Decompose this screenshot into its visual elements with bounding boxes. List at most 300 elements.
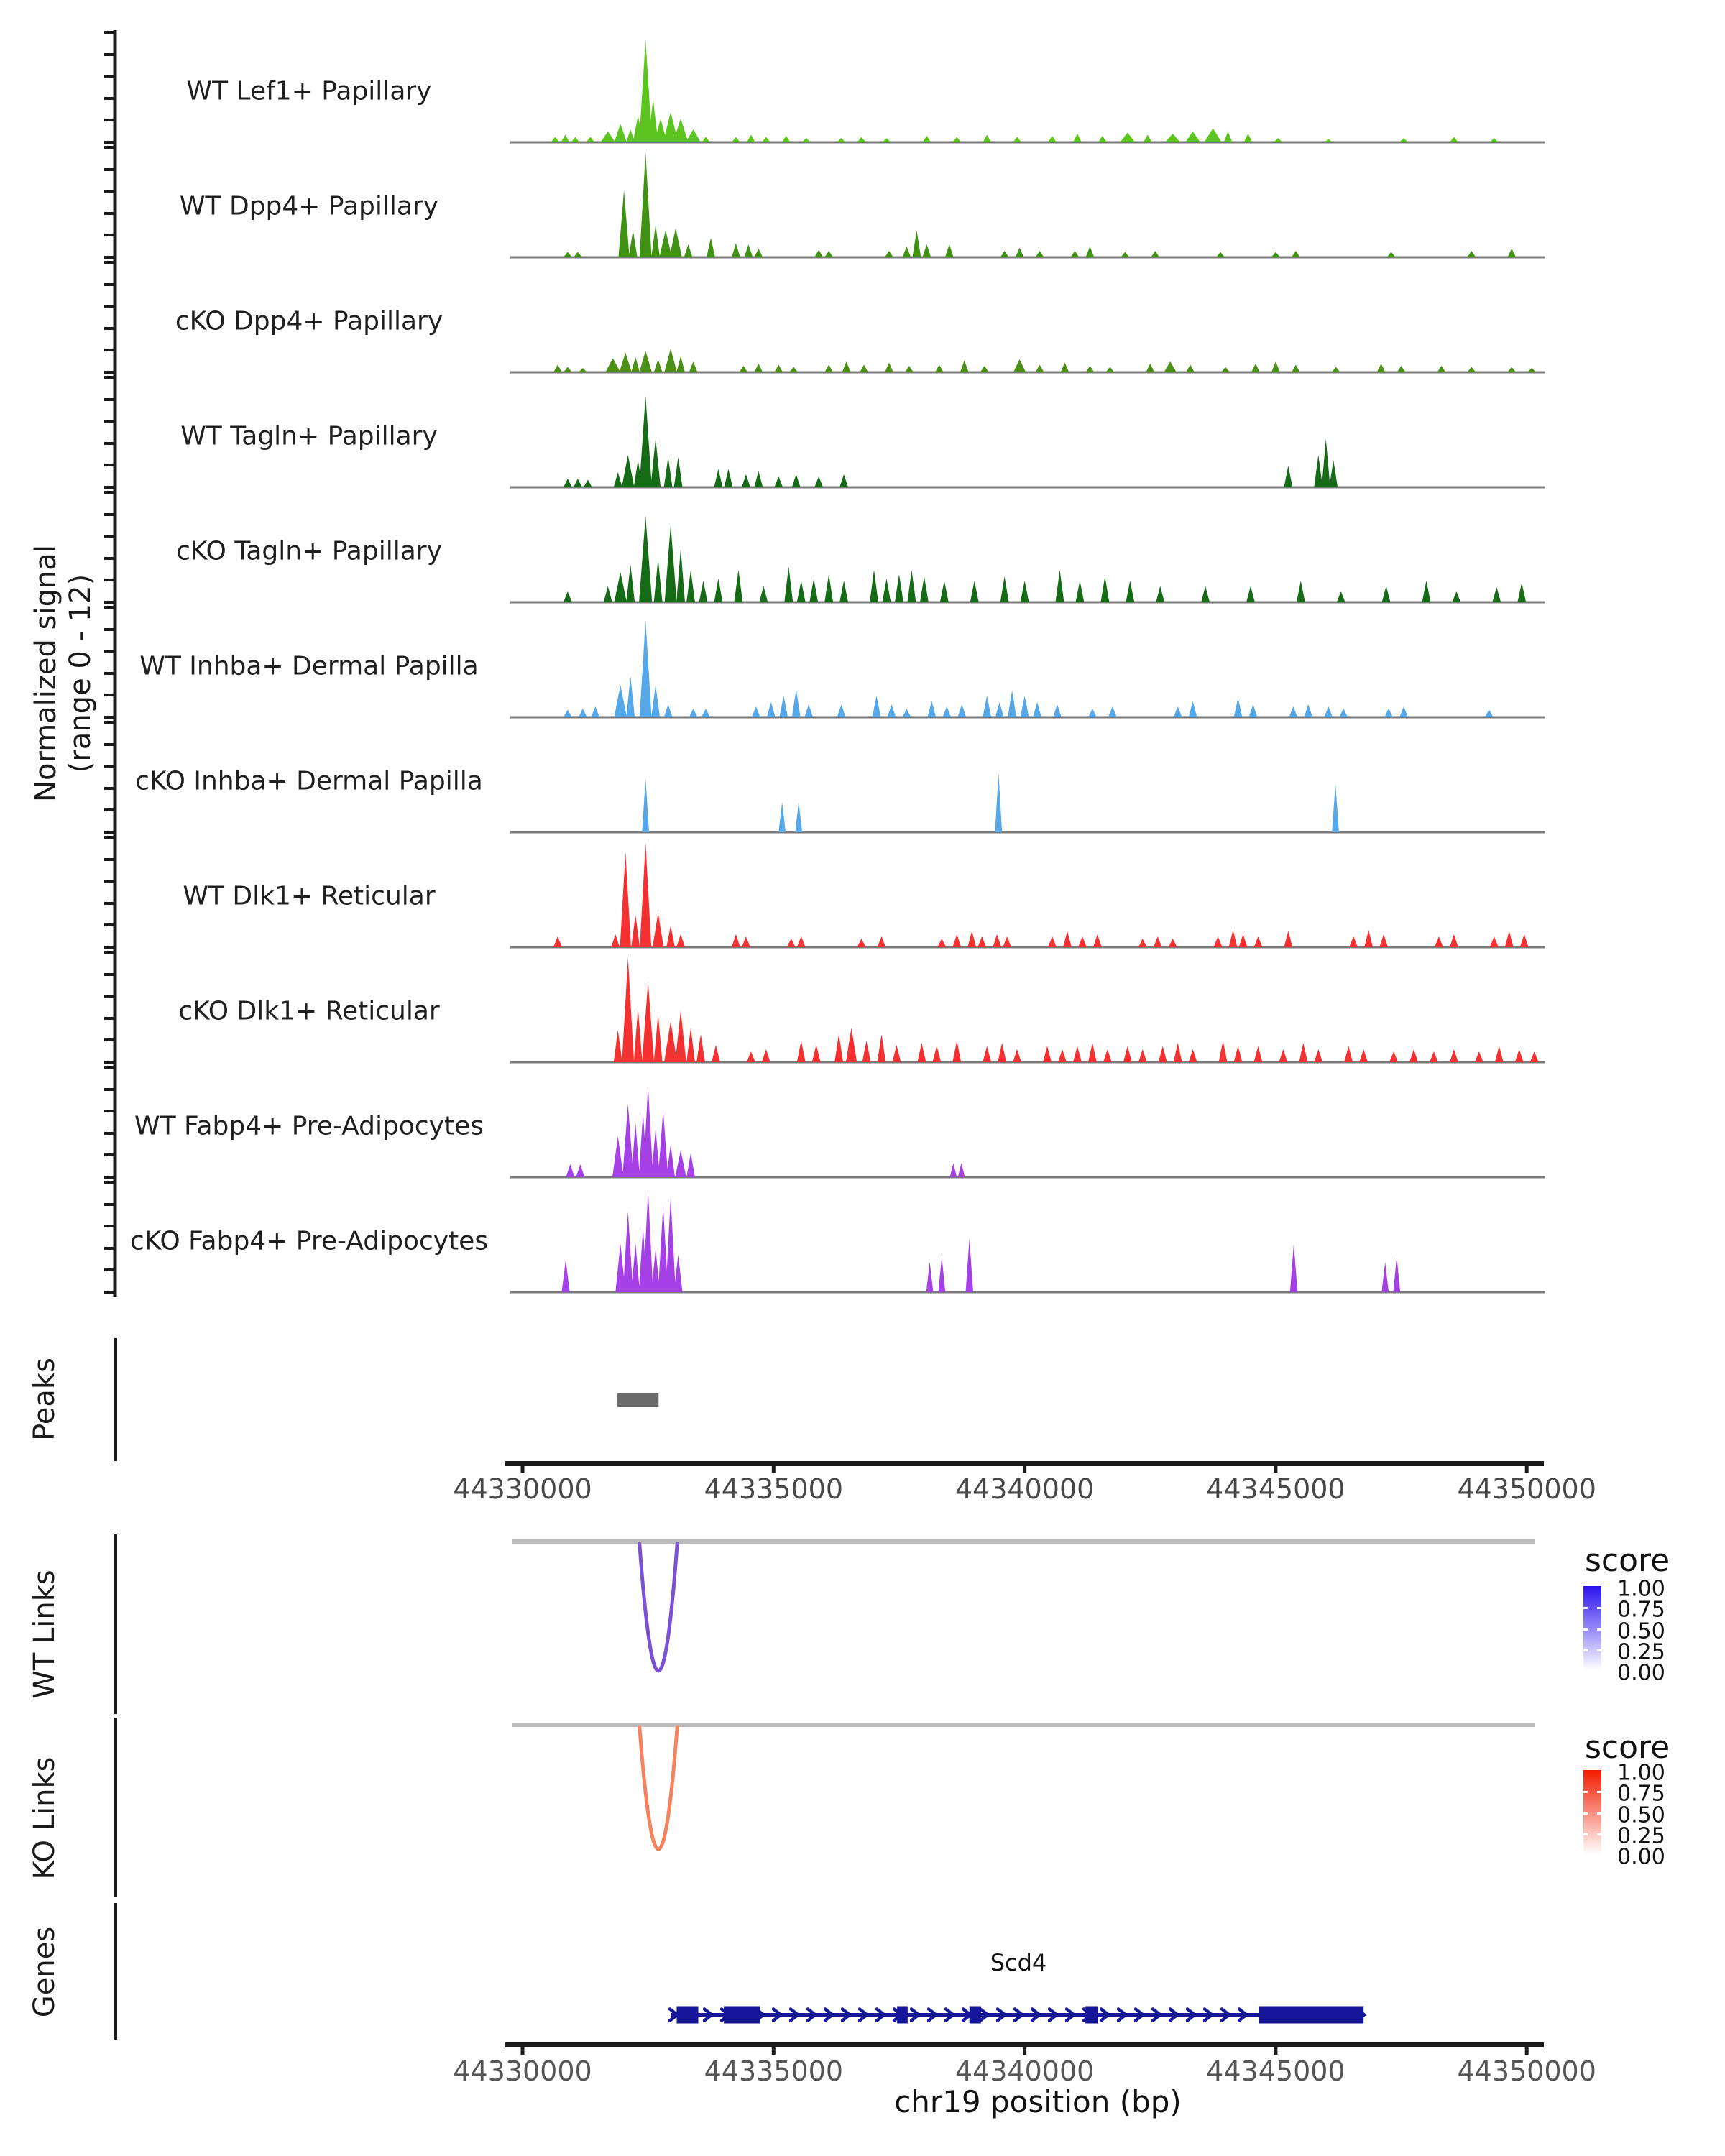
coverage-spike (983, 1046, 991, 1063)
coverage-spike (1189, 1049, 1197, 1062)
coverage-spike (1121, 252, 1129, 258)
y-axis-tick (104, 606, 114, 609)
wt-links-genome-bar (512, 1539, 1535, 1544)
x-axis-tick-label-bottom-3: 44345000 (1206, 2055, 1346, 2087)
coverage-spike (739, 366, 748, 372)
coverage-spike (857, 137, 866, 143)
coverage-spike (1387, 252, 1396, 258)
y-axis-tick (104, 53, 114, 56)
x-axis-title: chr19 position (bp) (894, 2084, 1182, 2119)
coverage-spike (1126, 581, 1134, 602)
y-axis-tick (104, 486, 114, 489)
coverage-spike (1249, 704, 1258, 717)
coverage-spike (1036, 365, 1044, 373)
coverage-spike (754, 471, 763, 488)
x-axis-tick-label-top-2: 44340000 (954, 1473, 1095, 1505)
coverage-spike (631, 915, 640, 947)
x-axis-tick (1274, 1466, 1277, 1473)
coverage-spike (885, 251, 893, 257)
coverage-spike (1292, 251, 1300, 257)
x-axis-line-bottom (505, 2042, 1544, 2047)
y-axis-tick (104, 694, 114, 696)
coverage-spike (605, 359, 620, 373)
coverage-spike (626, 676, 635, 717)
coverage-spike (676, 934, 685, 947)
coverage-spike (675, 1151, 686, 1178)
coverage-spike (622, 1104, 633, 1177)
y-axis-tick (104, 234, 114, 236)
coverage-spike (686, 1153, 695, 1177)
coverage-spike (1229, 930, 1238, 947)
track-label-2: cKO Dpp4+ Papillary (175, 306, 443, 336)
coverage-spike (618, 190, 629, 257)
coverage-spike (553, 936, 562, 947)
coverage-spike (714, 469, 723, 488)
coverage-spike (642, 982, 654, 1063)
coverage-spike (1016, 248, 1024, 258)
y-axis-tick (104, 1153, 114, 1156)
coverage-spike (642, 778, 649, 832)
coverage-spike (1450, 934, 1458, 947)
coverage-spike (1224, 132, 1233, 142)
coverage-spike (1093, 934, 1102, 947)
coverage-spike (1329, 461, 1338, 488)
coverage-spike (631, 1244, 640, 1293)
coverage-spike (787, 939, 796, 947)
gene-name-label: Scd4 (990, 1949, 1047, 1976)
ko-legend-tick-label-2: 0.50 (1617, 1802, 1665, 1828)
coverage-spike (676, 548, 685, 602)
legend-gradient-notch (1583, 1628, 1588, 1631)
coverage-spike (1246, 586, 1255, 603)
coverage-spike (1013, 1049, 1021, 1062)
coverage-spike (1234, 698, 1243, 717)
coverage-spike (952, 934, 961, 947)
coverage-spike (970, 581, 979, 602)
coverage-spike (797, 936, 806, 947)
wt-legend-tick-label-3: 0.25 (1617, 1639, 1665, 1665)
coverage-spike (792, 474, 801, 487)
y-axis-tick (104, 190, 114, 193)
y-axis-tick (104, 1225, 114, 1227)
coverage-spike (653, 913, 663, 947)
coverage-spike (1430, 1051, 1438, 1062)
coverage-spike (1397, 366, 1406, 372)
coverage-spike (1138, 1049, 1147, 1062)
coverage-spike (774, 365, 783, 373)
coverage-spike (1013, 137, 1021, 143)
coverage-spike (883, 579, 891, 602)
y-axis-tick (104, 1203, 114, 1206)
ko-legend-tick-label-3: 0.25 (1617, 1823, 1665, 1849)
coverage-spike (1123, 1046, 1132, 1063)
ko-links-genome-bar (512, 1723, 1535, 1727)
coverage-spike (782, 136, 791, 142)
coverage-spike (824, 574, 833, 602)
coverage-spike (666, 1197, 676, 1292)
coverage-spike (732, 244, 740, 258)
coverage-spike (958, 1164, 965, 1178)
y-axis-tick (104, 1247, 114, 1250)
legend-gradient-notch (1597, 1791, 1601, 1793)
coverage-spike (566, 1164, 574, 1177)
coverage-spike (1279, 1049, 1287, 1062)
y-axis-tick (104, 420, 114, 423)
coverage-spike (579, 709, 587, 717)
coverage-spike (774, 476, 783, 487)
coverage-spike (814, 250, 823, 258)
coverage-spike (707, 238, 715, 257)
coverage-spike (564, 591, 572, 602)
coverage-spike (1021, 696, 1029, 717)
wt-legend-tick-label-1: 0.75 (1617, 1597, 1665, 1623)
coverage-spike (1495, 1046, 1504, 1063)
coverage-spike (804, 704, 813, 717)
coverage-spike (1214, 936, 1223, 947)
y-axis-label (29, 545, 98, 802)
coverage-spike (1339, 709, 1348, 717)
coverage-spike (980, 366, 989, 372)
coverage-spike (664, 349, 676, 372)
coverage-spike (1507, 367, 1516, 373)
coverage-spike (1290, 1244, 1297, 1293)
coverage-spike (702, 709, 710, 717)
peaks-section-axis-line (114, 1338, 117, 1461)
ko-legend-tick-label-1: 0.75 (1617, 1781, 1665, 1807)
coverage-spike (860, 365, 868, 373)
coverage-spike (619, 353, 631, 372)
section-label-ko-links: KO Links (28, 1756, 61, 1880)
x-axis-tick-label-top-3: 44345000 (1206, 1473, 1346, 1505)
coverage-spike (1165, 134, 1180, 142)
coverage-spike (927, 701, 936, 718)
coverage-spike (1475, 1051, 1484, 1062)
coverage-spike (797, 581, 806, 602)
coverage-spike (840, 581, 848, 602)
coverage-spike (586, 137, 594, 143)
legend-gradient-notch (1583, 1649, 1588, 1651)
coverage-spike (885, 363, 893, 373)
coverage-spike (714, 579, 723, 602)
coverage-spike (1185, 132, 1200, 142)
coverage-spike (762, 137, 770, 143)
coverage-spike (561, 1260, 569, 1292)
coverage-spike (945, 244, 954, 257)
coverage-spike (654, 359, 663, 372)
y-axis-tick (104, 31, 114, 34)
coverage-spike (1204, 129, 1221, 143)
coverage-spike (651, 225, 660, 257)
coverage-spike (686, 1028, 695, 1062)
coverage-spike (1000, 576, 1009, 602)
coverage-spike (623, 1212, 633, 1293)
coverage-spike (639, 396, 651, 488)
x-axis-tick (1023, 1466, 1026, 1473)
coverage-spike (664, 704, 673, 717)
coverage-spike (561, 135, 569, 143)
y-axis-tick (104, 1088, 114, 1091)
y-axis-tick (104, 579, 114, 581)
coverage-spike (664, 457, 673, 487)
x-axis-tick (772, 1466, 776, 1473)
wt-links-section-axis-line (114, 1534, 117, 1714)
coverage-spike (842, 361, 851, 372)
coverage-spike (643, 1190, 653, 1293)
track-label-4: cKO Tagln+ Papillary (176, 536, 442, 566)
coverage-spike (754, 364, 763, 372)
x-axis-tick-label-bottom-1: 44335000 (704, 2055, 844, 2087)
y-axis-tick (104, 376, 114, 379)
y-axis-tick (104, 1110, 114, 1112)
coverage-spike (1384, 709, 1393, 717)
coverage-spike (564, 252, 572, 258)
coverage-spike (620, 852, 631, 947)
coverage-spike (1349, 936, 1358, 947)
y-axis-tick (104, 650, 114, 653)
track-label-6: cKO Inhba+ Dermal Papilla (135, 766, 483, 796)
coverage-spike (1000, 251, 1009, 257)
coverage-spike (1299, 1043, 1307, 1062)
y-axis-tick (104, 672, 114, 675)
coverage-spike (960, 361, 969, 373)
coverage-spike (920, 576, 929, 602)
coverage-spike (922, 244, 931, 257)
y-axis-tick (104, 716, 114, 719)
y-axis-tick (104, 256, 114, 259)
wt-link-arc (640, 1544, 677, 1671)
y-axis-tick (104, 119, 114, 121)
coverage-spike (1048, 936, 1057, 947)
coverage-spike (665, 525, 677, 602)
coverage-spike (734, 570, 742, 602)
coverage-spike (684, 244, 693, 257)
coverage-spike (1098, 136, 1107, 142)
coverage-spike (1450, 137, 1458, 143)
coverage-spike (651, 1129, 660, 1178)
coverage-spike (696, 1034, 705, 1062)
y-axis-tick (104, 1061, 114, 1064)
coverage-spike (631, 357, 640, 372)
coverage-spike (1156, 586, 1164, 603)
coverage-spike (824, 365, 833, 373)
coverage-spike (658, 1110, 668, 1177)
coverage-spike (614, 1030, 622, 1062)
coverage-spike (1058, 1049, 1067, 1062)
y-axis-tick (104, 1268, 114, 1271)
y-axis-tick (104, 141, 114, 144)
coverage-spike (1174, 706, 1182, 717)
coverage-spike (802, 138, 811, 142)
track-label-3: WT Tagln+ Papillary (180, 421, 438, 451)
y-axis-tick (104, 168, 114, 171)
coverage-spike (631, 1123, 640, 1177)
y-axis-tick (104, 1181, 114, 1184)
coverage-spike (1239, 934, 1248, 947)
coverage-spike (564, 710, 572, 718)
coverage-spike (699, 581, 708, 602)
coverage-spike (1393, 1257, 1400, 1293)
coverage-spike (917, 1043, 926, 1062)
coverage-spike (966, 1238, 973, 1292)
coverage-spike (837, 138, 846, 142)
coverage-spike (612, 1136, 623, 1177)
coverage-spike (1254, 1046, 1263, 1063)
x-axis-line-top (505, 1461, 1544, 1466)
x-axis-tick (1274, 2047, 1277, 2055)
y-axis-tick (104, 1176, 114, 1179)
coverage-spike (640, 620, 652, 717)
coverage-spike (937, 939, 946, 947)
y-axis-tick (104, 212, 114, 215)
gene-exon-box (676, 2007, 698, 2024)
coverage-spike (1164, 361, 1176, 372)
coverage-spike (640, 843, 651, 948)
x-axis-tick (772, 2047, 776, 2055)
coverage-spike (744, 244, 753, 257)
y-axis-tick (104, 327, 114, 330)
coverage-spike (1251, 364, 1260, 372)
coverage-spike (1043, 1046, 1052, 1063)
ko-legend-tick-label-0: 1.00 (1617, 1760, 1665, 1786)
coverage-spike (1507, 249, 1516, 257)
x-axis-tick (1023, 2047, 1026, 2055)
coverage-spike (922, 136, 931, 142)
section-label-genes: Genes (28, 1926, 61, 2018)
coverage-spike (553, 365, 562, 373)
coverage-spike (1174, 1043, 1182, 1062)
coverage-spike (995, 773, 1002, 833)
coverage-spike (1063, 931, 1072, 948)
coverage-spike (957, 704, 966, 717)
coverage-spike (724, 469, 732, 488)
coverage-spike (1056, 570, 1064, 602)
coverage-spike (837, 704, 846, 717)
coverage-spike (1151, 251, 1159, 257)
legend-gradient-notch (1597, 1812, 1601, 1815)
legend-gradient-notch (1583, 1607, 1588, 1609)
x-axis-tick-label-bottom-4: 44350000 (1457, 2055, 1596, 2087)
coverage-spike (888, 704, 896, 717)
legend-gradient-notch (1597, 1628, 1601, 1631)
ko-links-score-legend-title: score (1585, 1729, 1670, 1766)
coverage-spike (666, 1145, 675, 1177)
coverage-spike (952, 137, 961, 143)
x-axis-tick (521, 2047, 525, 2055)
coverage-spike (669, 229, 681, 258)
coverage-spike (878, 1034, 886, 1062)
y-axis-tick (104, 305, 114, 308)
y-axis-tick (104, 601, 114, 604)
coverage-spike (1244, 134, 1253, 142)
coverage-spike (857, 939, 866, 947)
coverage-spike (674, 1255, 683, 1293)
coverage-spike (747, 1051, 755, 1062)
coverage-spike (600, 132, 615, 142)
coverage-spike (591, 706, 599, 717)
coverage-spike (995, 702, 1004, 717)
y-axis-tick (104, 1132, 114, 1135)
coverage-spike (1144, 135, 1152, 143)
coverage-spike (659, 231, 671, 258)
y-axis-tick (104, 398, 114, 401)
coverage-spike (1515, 1049, 1524, 1062)
y-axis-tick (104, 902, 114, 905)
coverage-spike (1359, 1049, 1368, 1062)
coverage-spike (747, 135, 755, 143)
coverage-spike (686, 570, 695, 602)
coverage-spike (1146, 364, 1154, 372)
coverage-spike (643, 1086, 653, 1178)
coverage-spike (675, 1010, 686, 1062)
coverage-spike (902, 709, 911, 717)
y-axis-tick (104, 946, 114, 949)
x-axis-tick-label-bottom-2: 44340000 (954, 2055, 1095, 2087)
coverage-spike (967, 931, 976, 948)
coverage-spike (1154, 936, 1162, 947)
coverage-spike (689, 361, 698, 372)
coverage-spike (1332, 784, 1339, 833)
coverage-spike (1221, 367, 1230, 373)
coverage-spike (1201, 586, 1210, 603)
coverage-spike (840, 474, 848, 487)
coverage-spike (1292, 365, 1300, 373)
y-axis-tick (104, 513, 114, 516)
coverage-spike (1186, 365, 1195, 373)
x-axis-tick (1525, 1466, 1529, 1473)
coverage-spike (1284, 466, 1292, 487)
track-label-9: WT Fabp4+ Pre-Adipocytes (134, 1111, 484, 1141)
coverage-spike (762, 1049, 770, 1062)
coverage-spike (905, 366, 914, 372)
coverage-spike (574, 479, 582, 487)
track-label-7: WT Dlk1+ Reticular (183, 881, 436, 911)
coverage-spike (942, 706, 951, 717)
y-axis-tick (104, 973, 114, 976)
coverage-spike (1271, 361, 1280, 372)
x-axis-tick-label-top-1: 44335000 (704, 1473, 844, 1505)
coverage-spike (650, 439, 661, 488)
coverage-spike (1033, 702, 1041, 717)
coverage-spike (1379, 934, 1388, 947)
coverage-spike (1344, 1046, 1353, 1063)
coverage-spike (629, 231, 638, 258)
coverage-spike (604, 586, 612, 603)
coverage-spike (1053, 704, 1062, 717)
gene-exon-box (1259, 2007, 1363, 2024)
y-axis-tick (104, 349, 114, 351)
coverage-spike (611, 934, 620, 947)
y-axis-tick (104, 261, 114, 264)
legend-gradient-notch (1583, 1833, 1588, 1835)
coverage-spike (634, 1008, 643, 1062)
coverage-spike (1061, 363, 1070, 373)
track-baseline (510, 831, 1545, 834)
coverage-spike (1520, 934, 1529, 947)
coverage-spike (983, 696, 991, 717)
coverage-spike (1234, 1046, 1243, 1063)
coverage-spike (779, 696, 788, 717)
coverage-spike (1003, 936, 1011, 947)
coverage-spike (752, 706, 760, 717)
coverage-spike (893, 1045, 901, 1062)
coverage-spike (1381, 1262, 1389, 1292)
coverage-spike (902, 247, 911, 257)
gene-exon-box (724, 2007, 760, 2024)
signal-y-axis-line (114, 30, 117, 1297)
gene-exon-box (897, 2007, 908, 2024)
coverage-spike (1078, 936, 1087, 947)
coverage-spike (1274, 138, 1282, 142)
